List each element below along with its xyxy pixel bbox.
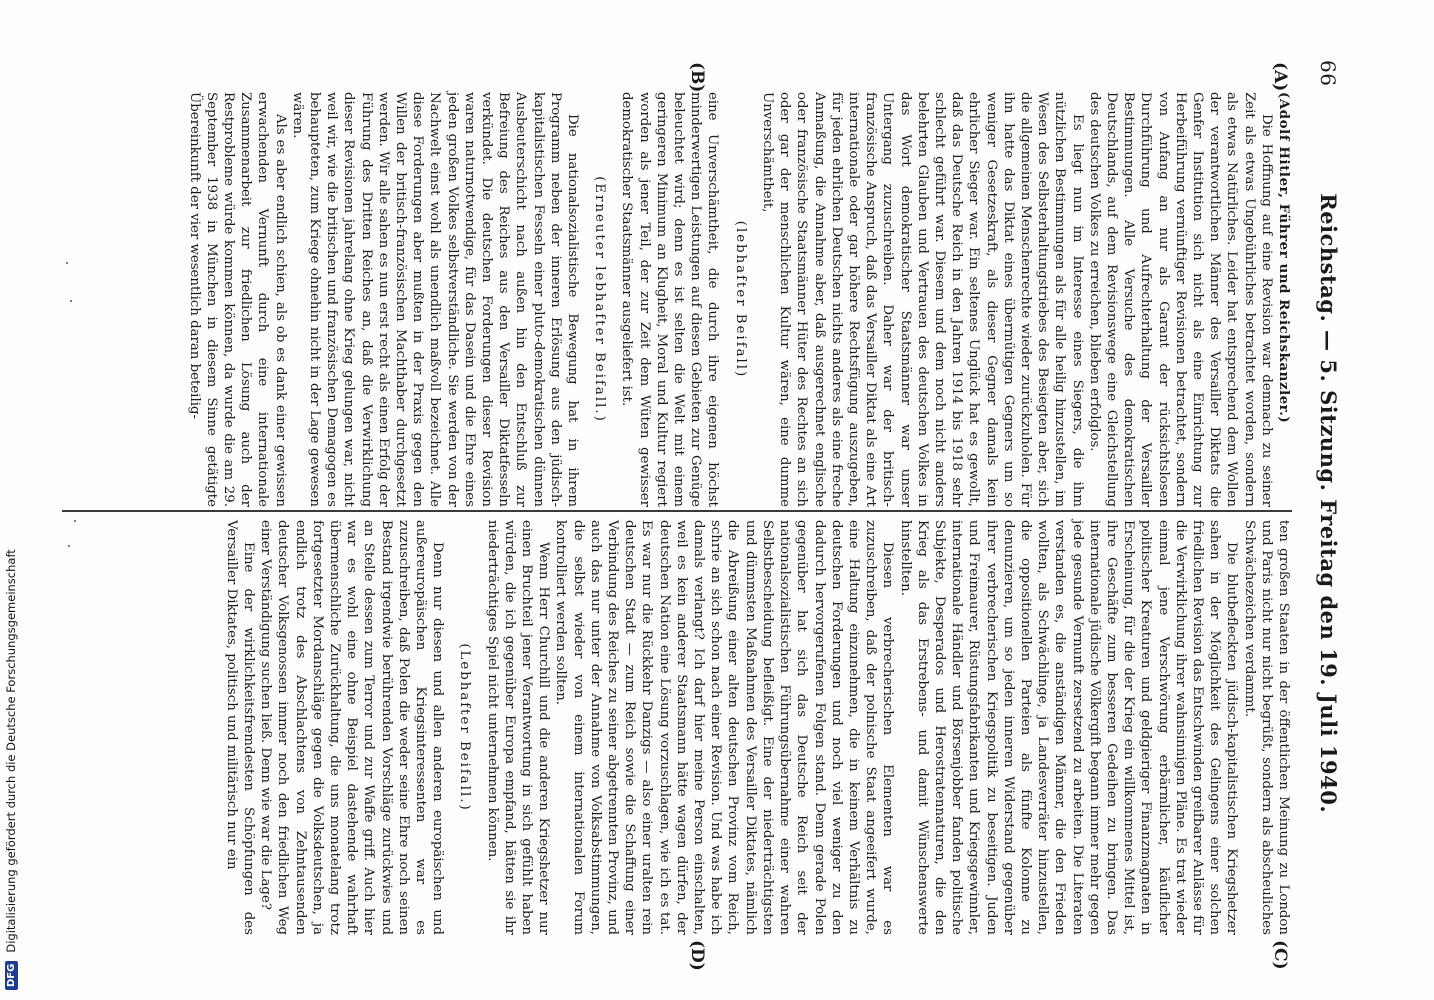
paragraph: Es liegt nun im Interesse eines Siegers, die ihm nützlichen Bestimmungen als für alle heilig hinzustellen, im Wesen des Selbsterhaltungstriebes des Besiegten aber, sich die allgemeinen Menschenrechte wieder zurückzuholen. Für ihn hatte das Diktat eines übermütigen Gegners um so weniger Gesetzeskraft, als dieser Gegner damals kein ehrlicher Sieger war. Ein seltenes Unglück hat es gewollt, daß das Deutsche Reich in den Jahren 1914 bis 1918 sehr schlecht geführt war. Diesem und dem noch nicht anders belehrten Glauben und Vertrauen des deutschen Volkes in das Wort demokratischer Staatsmänner war unser Untergang zuzuschreiben. Daher war der britisch-französische Anspruch, daß das Versailler Diktat als eine Art internationale oder gar höhere Rechtsfügung auszugeben, für jeden ehrlichen Deutschen nichts anderes als eine freche Anmaßung, die Annahme aber, daß ausgerechnet englische oder französische Staatsmänner Hüter des Rechtes an sich oder gar der menschlichen Kultur wären, eine dumme Unverschämtheit, bbox=[759, 92, 1085, 507]
applause-note: (Lebhafter Beifall.) bbox=[457, 643, 473, 812]
margin-marker-c: (C) bbox=[1270, 940, 1290, 970]
scan-speck bbox=[70, 300, 72, 302]
paragraph: Diesen verbrecherischen Elementen war es zuzuschreiben, daß der polnische Staat angeeifert wurde, eine Haltung einzunehmen, die in keinem Verhältnis zu deutschen Forderungen und noch viel weniger zu den dadurch hervorgerufenen Folgen stand. Denn gerade Polen gegenüber hat sich das Deutsche Reich seit der nationalsozialistischen Führungsübernahme einer wahren Selbstbescheidung befleißigt. Eine der niederträchtigsten und dümmsten Maßnahmen des Versailler Diktates, nämlich die Abreißung einer alten deutschen Provinz vom Reich, schrie an sich schon nach einer Revision. Und was habe ich damals verlangt? Ich darf hier meine Person einschalten, weil es kein anderer Staatsmann hätte wagen dürfen, der deutschen Nation eine Lösung vorzuschlagen, wie ich es tat. Es war nur die Rückkehr Danzigs — also einer uralten rein deutschen Stadt — zum Reich sowie die Schaffung einer Verbindung des Reiches zu seiner abgetrennten Provinz, und auch das nur unter der Annahme von Volksabstimmungen, die selbst wieder von einem internationalen Forum kontrolliert werden sollten. bbox=[553, 520, 896, 935]
dfg-logo: DFG bbox=[5, 961, 18, 990]
paragraph: Die Hoffnung auf eine Revision war demnach zu seiner Zeit als etwas Ungebührliches betrachtet worden, sondern als etwas Natürliches. Leider hat entsprechend dem Wollen der verantwortlichen Männer des Versailler Diktats die Genfer Institution sich nicht als eine Einrichtung zur Herbeiführung vernünftiger Revisionen betrachtet, sondern von Anfang an nur als Garant der rücksichtslosen Durchführung und Aufrechterhaltung der Versailler Bestimmungen. Alle Versuche des demokratischen Deutschlands, auf dem Revisionswege eine Gleichstellung des deutschen Volkes zu erreichen, blieben erfolglos. bbox=[1086, 92, 1274, 507]
paragraph: Als es aber endlich schien, als ob es dank einer gewissen erwachenden Vernunft durch eine internationale Zusammenarbeit zur friedlichen Lösung auch der Restprobleme würde kommen können, da wurde die am 29. September 1938 in München in diesem Sinne getätigte Übereinkunft der vier wesentlich daran beteilig- bbox=[186, 92, 288, 507]
right-column bbox=[223, 520, 1292, 935]
scan-speck bbox=[66, 262, 68, 264]
column-divider bbox=[62, 510, 1292, 512]
paragraph: Wenn Herr Churchill und die anderen Kriegshetzer nur einen Bruchteil jener Verantwortung in sich gefühlt haben würden, die ich gegenüber Europa empfand, hätten sie ihr niederträchtiges Spiel nicht unternehmen können. bbox=[484, 520, 552, 935]
page-header bbox=[1316, 60, 1346, 940]
page-number: 66 bbox=[1316, 60, 1340, 87]
margin-marker-b: (B) bbox=[687, 62, 707, 93]
paragraph: Denn nur diesen und allen anderen europäischen und außereuropäischen Kriegsinteressenten war es zuzuschreiben, daß Polen die weder seine Ehre noch seinen Bestand irgendwie berührenden Vorschläge zurückwies und an Stelle dessen zum Terror und zur Waffe griff. Auch hier war es wohl eine ohne Beispiel dastehende wahrhaft übermenschliche Zurückhaltung, die uns monatelang trotz fortgesetzter Mordanschläge gegen die Volksdeutschen, ja endlich trotz des Abschlachtens von Zehntausenden deutscher Volksgenossen immer noch den friedlichen Weg einer Verständigung suchen ließ. Denn wie war die Lage? bbox=[258, 520, 446, 935]
paragraph: Die blutbefleckten jüdisch-kapitalistischen Kriegshetzer sahen in der Möglichkeit des Gelingens einer solchen friedlichen Revision das Entschwinden greifbarer Anlässe für die Verwirklichung ihrer wahnsinnigen Pläne. Es trat wieder einmal jene Verschwörung erbärmlicher, käuflicher politischer Kreaturen und geldgieriger Finanzmagnaten in Erscheinung, für die der Krieg ein willkommenes Mittel ist, ihre Geschäfte zum besseren Gedeihen zu bringen. Das internationale jüdische Völkergift begann immer mehr gegen jede gesunde Vernunft zersetzend zu arbeiten. Die Literaten verstanden es, die anständigen Männer, die den Frieden wollten, als Schwächlinge, ja Landesverräter hinzustellen, die oppositionellen Parteien als fünfte Kolonne zu denunzieren, um so jeden inneren Widerstand gegenüber ihrer verbrecherischen Kriegspolitik zu beseitigen. Juden und Freimaurer, Rüstungsfabrikanten und Kriegsgewinnler, internationale Händler und Börsenjobber fanden politische Subjekte, Desperados und Herostratennaturen, die den Krieg als das Erstrebens- und damit Wünschenswerte hinstellten. bbox=[897, 520, 1240, 936]
digitization-credit bbox=[2, 0, 20, 990]
speaker-line: (Adolf Hitler, Führer und Reichskanzler.) bbox=[1276, 92, 1291, 424]
left-column bbox=[185, 92, 1292, 507]
rotated-page bbox=[32, 0, 1362, 1000]
margin-marker-d: (D) bbox=[687, 940, 707, 971]
applause-note: (Erneuter lebhafter Beifall.) bbox=[592, 176, 608, 423]
paragraph: Die nationalsozialistische Bewegung hat in ihrem Programm neben der inneren Erlösung aus den jüdisch-kapitalistischen Fesseln einer pluto-demokratischen dünnen Ausbeuterschicht nach außen hin den Entschluß zur Befreiung des Reiches aus den Versailler Diktatfesseln verkündet. Die deutschen Forderungen dieser Revision waren naturnotwendige, für das Dasein und die Ehre eines jeden großen Volkes selbstverständliche. Sie werden von der Nachwelt einst wohl als unendlich maßvoll bezeichnet. Alle diese Forderungen aber mußten in der Praxis gegen den Willen der britisch-französischen Machthaber durchgesetzt werden. Wir alle sahen es nun erst recht als einen Erfolg der Führung des Dritten Reiches an, daß die Verwirklichung dieser Revisionen jahrelang ohne Krieg gelungen war, nicht weil wir, wie die britischen und französischen Demagogen es behaupteten, zum Kriege ohnehin nicht in der Lage gewesen wären. bbox=[289, 92, 581, 507]
paragraph: eine Unverschämtheit, die durch ihre eigenen höchst minderwertigen Leistungen auf diesen Gebieten zur Genüge beleuchtet wird; denn es ist selten die Welt mit einem geringeren Minimum an Klugheit, Moral und Kultur regiert worden als jener Teil, der zur Zeit dem Wüten gewisser demokratischer Staatsmänner ausgeliefert ist. bbox=[619, 92, 721, 507]
paragraph: ten großen Staaten in der öffentlichen Meinung zu London und Paris nicht nur nicht begrüßt, sondern als abscheuliches Schwächezeichen verdammt. bbox=[1241, 520, 1291, 935]
digitization-note: Digitalisierung gefördert durch die Deutsche Forschungsgemeinschaft bbox=[4, 549, 18, 953]
scan-speck bbox=[68, 545, 70, 547]
paragraph: Eine der wirklichkeitsfremdesten Schöpfungen des Versailler Diktates, politisch und militärisch nur ein bbox=[223, 520, 257, 935]
margin-marker-a: (A) bbox=[1270, 62, 1290, 92]
scan-speck bbox=[74, 520, 76, 522]
running-head: Reichstag. — 5. Sitzung. Freitag den 19. Juli 1940. bbox=[1316, 193, 1341, 814]
applause-note: (lebhafter Beifall) bbox=[732, 220, 748, 379]
